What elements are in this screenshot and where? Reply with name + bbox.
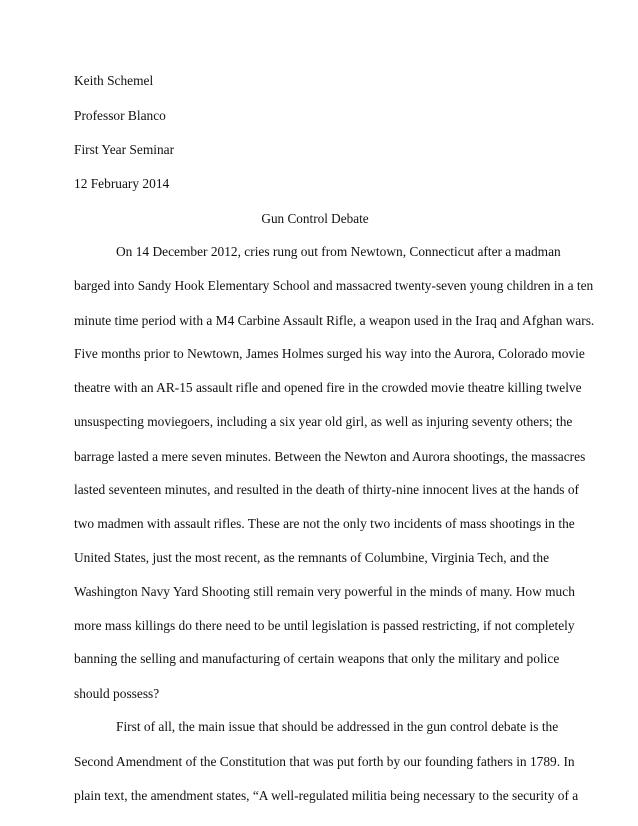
paragraph-1-line-5: theatre with an AR-15 assault rifle and opened fire in the crowded movie theatre killing twelve [74,379,582,395]
paragraph-1-line-11: Washington Navy Yard Shooting still remain very powerful in the minds of many. How much [74,583,575,599]
paragraph-1-line-4: Five months prior to Newtown, James Holmes surged his way into the Aurora, Colorado movie [74,346,585,362]
course-name: First Year Seminar [74,141,175,157]
document-date: 12 February 2014 [74,176,170,192]
paragraph-1-line-13: banning the selling and manufacturing of certain weapons that only the military and police [74,651,560,667]
paragraph-1-line-3: minute time period with a M4 Carbine Assault Rifle, a weapon used in the Iraq and Afghan wars. [74,312,595,328]
paragraph-1-line-14: should possess? [74,685,160,701]
professor-name: Professor Blanco [74,108,166,124]
document-title: Gun Control Debate [261,210,369,226]
paragraph-2-line-2: Second Amendment of the Constitution that was put forth by our founding fathers in 1789. In [74,753,575,769]
paragraph-1-line-6: unsuspecting moviegoers, including a six year old girl, as well as injuring seventy others; the [74,414,573,430]
paragraph-1-line-7: barrage lasted a mere seven minutes. Between the Newton and Aurora shootings, the massacres [74,448,586,464]
paragraph-1-line-8: lasted seventeen minutes, and resulted in the death of thirty-nine innocent lives at the hands of [74,482,579,498]
paragraph-1-line-12: more mass killings do there need to be until legislation is passed restricting, if not completely [74,617,575,633]
paragraph-2-line-1: First of all, the main issue that should be addressed in the gun control debate is the [116,719,559,735]
paragraph-1-line-9: two madmen with assault rifles. These are not the only two incidents of mass shootings in the [74,515,575,531]
paragraph-1-line-1: On 14 December 2012, cries rung out from Newtown, Connecticut after a madman [116,244,561,259]
paragraph-1-line-10: United States, just the most recent, as the remnants of Columbine, Virginia Tech, and the [74,550,550,565]
author-name: Keith Schemel [74,73,154,88]
paragraph-2-line-3: plain text, the amendment states, “A well-regulated militia being necessary to the security of a [74,788,579,803]
paragraph-1-line-2: barged into Sandy Hook Elementary School and massacred twenty-seven young children in a ten [74,278,594,294]
